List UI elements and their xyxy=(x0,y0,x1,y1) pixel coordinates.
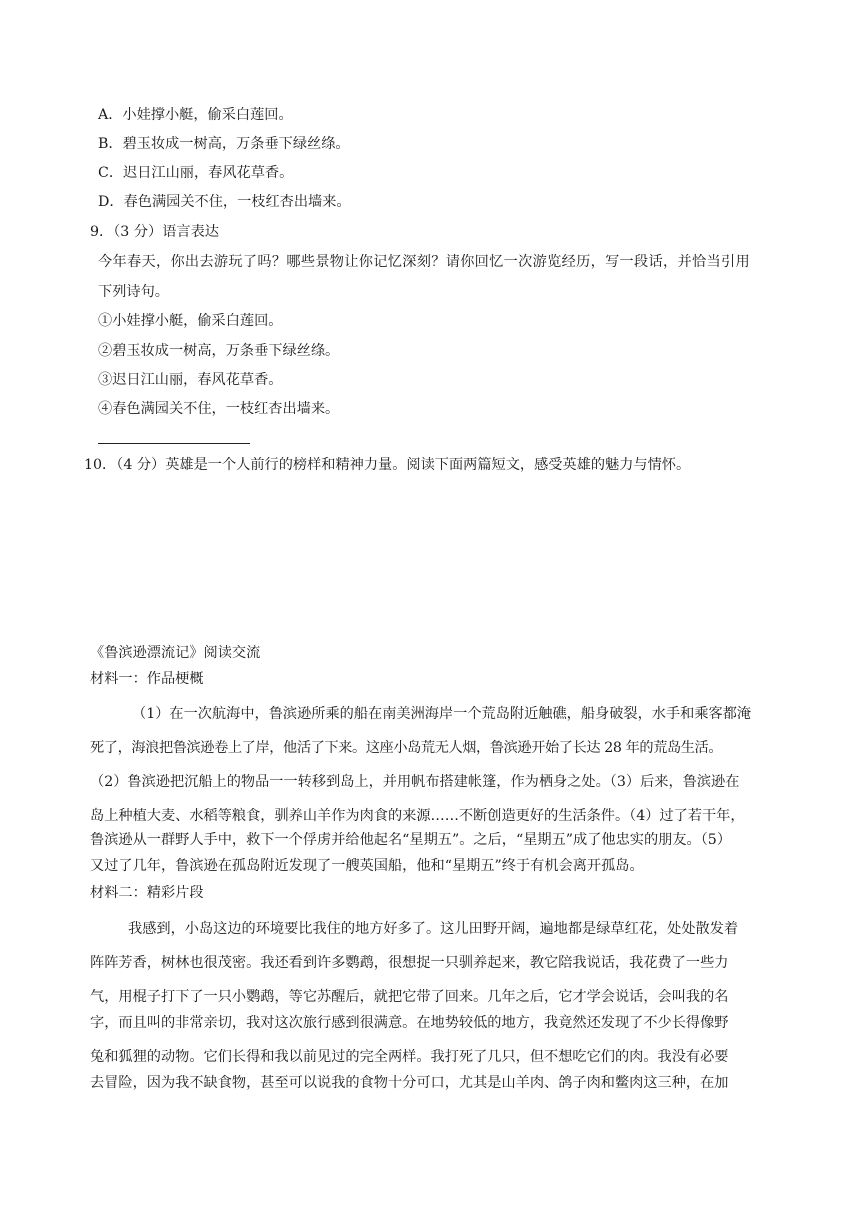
question-10-header: 10．（4 分）英雄是一个人前行的榜样和精神力量。阅读下面两篇短文，感受英雄的魅力与情怀。 xyxy=(84,457,691,473)
option-c: C．迟日江山丽，春风花草香。 xyxy=(98,165,294,181)
question-9-header: 9．（3 分）语言表达 xyxy=(90,224,219,240)
material-2-line-6: 去冒险，因为我不缺食物，甚至可以说我的食物十分可口，尤其是山羊肉、鸽子肉和鳖肉这三种，在加 xyxy=(90,1075,729,1091)
material-2-line-5: 兔和狐狸的动物。它们长得和我以前见过的完全两样。我打死了几只，但不想吃它们的肉。我没有必要 xyxy=(90,1049,729,1065)
question-9-item-4: ④春色满园关不住，一枝红杏出墙来。 xyxy=(98,401,340,417)
material-1-line-5: 鲁滨逊从一群野人手中，救下一个俘虏并给他起名“星期五”。之后，“星期五”成了他忠实的朋友。（5） xyxy=(90,832,732,848)
material-1-line-3: （2）鲁滨逊把沉船上的物品一一转移到岛上，并用帆布搭建帐篷，作为栖身之处。（3）后来，鲁滨逊在 xyxy=(90,774,740,790)
question-9-item-1: ①小娃撑小艇，偷采白莲回。 xyxy=(98,313,283,329)
reading-title: 《鲁滨逊漂流记》阅读交流 xyxy=(90,645,261,661)
material-1-line-2: 死了，海浪把鲁滨逊卷上了岸，他活了下来。这座小岛荒无人烟，鲁滨逊开始了长达 28 年的荒岛生活。 xyxy=(90,740,723,756)
option-d: D．春色满园关不住，一枝红杏出墙来。 xyxy=(98,194,351,210)
question-9-item-2: ②碧玉妆成一树高，万条垂下绿丝绦。 xyxy=(98,343,340,359)
material-1-line-1: （1）在一次航海中，鲁滨逊所乘的船在南美洲海岸一个荒岛附近触礁，船身破裂，水手和乘客都淹 xyxy=(132,706,752,722)
material-1-line-4: 岛上种植大麦、水稻等粮食，驯养山羊作为肉食的来源……不断创造更好的生活条件。（4）过了若干年， xyxy=(90,808,745,824)
option-a: A．小娃撑小艇，偷采白莲回。 xyxy=(98,107,293,123)
material-2-heading: 材料二：精彩片段 xyxy=(90,885,204,901)
option-b: B．碧玉妆成一树高，万条垂下绿丝绦。 xyxy=(98,136,350,152)
question-9-item-3: ③迟日江山丽，春风花草香。 xyxy=(98,372,283,388)
material-2-line-1: 我感到，小岛这边的环境要比我住的地方好多了。这儿田野开阔，遍地都是绿草红花，处处散发着 xyxy=(128,921,739,937)
question-9-prompt-line-1: 今年春天，你出去游玩了吗？哪些景物让你记忆深刻？请你回忆一次游览经历，写一段话，并恰当引用 xyxy=(98,254,750,270)
material-2-line-3: 气，用棍子打下了一只小鹦鹉，等它苏醒后，就把它带了回来。几年之后，它才学会说话，会叫我的名 xyxy=(90,989,729,1005)
material-2-line-2: 阵阵芳香，树林也很茂密。我还看到许多鹦鹉，很想捉一只驯养起来，教它陪我说话，我花费了一些力 xyxy=(90,955,729,971)
answer-blank-line xyxy=(98,443,250,444)
question-9-prompt-line-2: 下列诗句。 xyxy=(98,284,169,300)
material-1-line-6: 又过了几年，鲁滨逊在孤岛附近发现了一艘英国船，他和“星期五”终于有机会离开孤岛。 xyxy=(90,858,644,874)
material-2-line-4: 字，而且叫的非常亲切，我对这次旅行感到很满意。在地势较低的地方，我竟然还发现了不少长得像野 xyxy=(90,1015,729,1031)
material-1-heading: 材料一：作品梗概 xyxy=(90,671,204,687)
